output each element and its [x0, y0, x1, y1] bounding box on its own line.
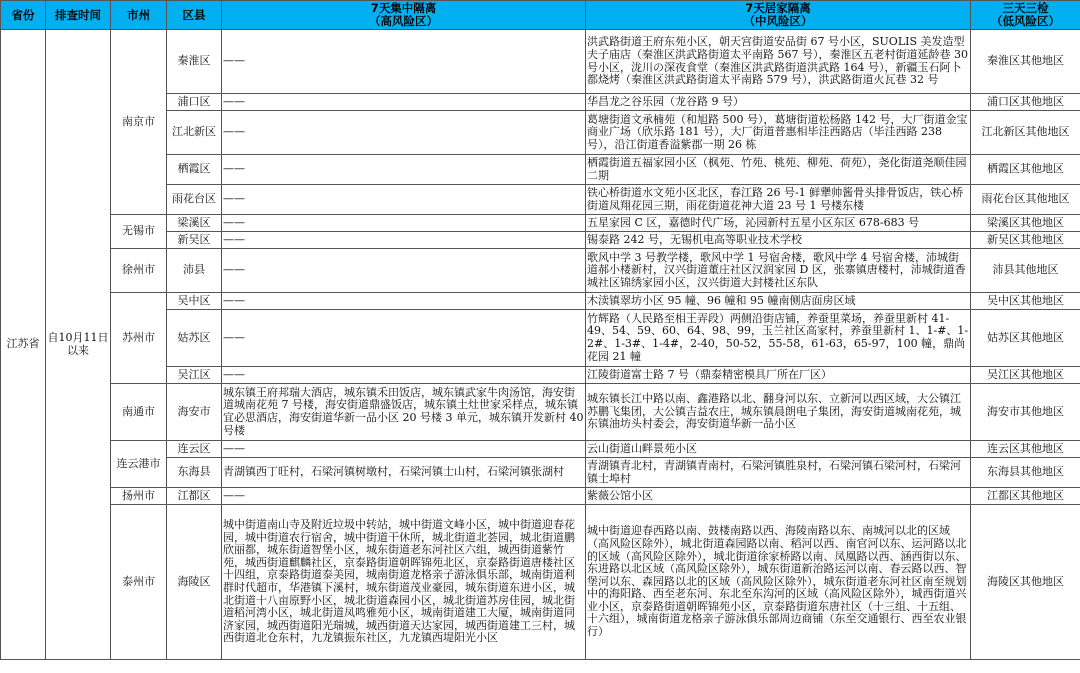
mid-risk-cell: 华昌龙之谷乐园（龙谷路 9 号） — [586, 94, 971, 111]
high-risk-cell: —— — [222, 441, 586, 458]
table-row — [1, 249, 1080, 293]
low-risk-cell: 吴中区其他地区 — [971, 293, 1080, 310]
district-cell: 海安市 — [167, 384, 222, 441]
district-cell: 栖霞区 — [167, 155, 222, 185]
mid-risk-cell: 竹辉路（人民路至相王弄段）两侧沿街店铺，养蚕里菜场，养蚕里新村 41-49、54、59、60、64、98、99，玉兰社区高家村，养蚕里新村 1、1-#、1-2#、1-3#、1-4#，2-40，50-52，55-58，61-63，65-97，100 幢，鼎尚花园 21 幢 — [586, 310, 971, 367]
low-risk-cell: 姑苏区其他地区 — [971, 310, 1080, 367]
header-low-risk — [971, 1, 1080, 30]
mid-risk-cell: 葛塘街道文承楠苑（和旭路 500 号），葛塘街道松杨路 142 号，大厂街道金宝商业广场（欣乐路 181 号），大厂街道普惠相毕洼西路店（毕洼西路 238 号），沿江街道香溢紫郡一期 26 栋 — [586, 111, 971, 155]
header-city: 市州 — [111, 1, 167, 30]
low-risk-cell: 江北新区其他地区 — [971, 111, 1080, 155]
mid-risk-cell: 五星家园 C 区，嘉德时代广场，沁园新村五星小区东区 678-683 号 — [586, 215, 971, 232]
mid-risk-cell: 城东镇长江中路以南、鑫港路以北、翻身河以东、立新河以西区域，大公镇江苏鹏飞集团，大公镇吉益农庄，城东镇晨朗电子集团，海安街道城南花苑，城东镇油坊头村委会，海安街道华新一品小区 — [586, 384, 971, 441]
mid-risk-cell: 栖霞街道五福家园小区（枫苑、竹苑、桃苑、柳苑、荷苑），尧化街道尧顺佳园二期 — [586, 155, 971, 185]
high-risk-cell: 城中街道南山寺及附近垃圾中转站，城中街道文峰小区，城中街道迎春花园，城中街道农行宿舍，城中街道干休所，城北街道北荟园，城北街道鹏欣丽都，城东街道智堡小区，城东街道老东河社区六组，城西街道紫竹苑，城西街道麒麟社区，京泰路街道朝晖锦苑北区，京泰路街道唐楼社区十四组，京泰路街道泰美园，城南街道龙格亲子游泳俱乐部，城南街道利群时代超市，华港镇下溪村，城东街道茂业豪园，城东街道东进小区，城北街道十八亩原野小区，城北街道森园小区，城北街道苏房佳园，城北街道稻河湾小区，城北街道凤鸣雅苑小区，城南街道建工大厦，城南街道同济家园，城西街道阳光瑞城，城西街道天达家园，城西街道建工三村，城西街道北仓东村，九龙镇振东社区，九龙镇西堤阳光小区 — [222, 505, 586, 660]
high-risk-cell: —— — [222, 94, 586, 111]
high-risk-cell: —— — [222, 249, 586, 293]
mid-risk-cell: 青湖镇青北村，青湖镇青南村，石梁河镇胜泉村，石梁河镇石梁河村，石梁河镇士埠村 — [586, 458, 971, 488]
district-cell: 连云区 — [167, 441, 222, 458]
high-risk-cell: —— — [222, 310, 586, 367]
high-risk-cell: —— — [222, 367, 586, 384]
mid-risk-cell: 木渎镇翠坊小区 95 幢、96 幢和 95 幢南侧店面房区域 — [586, 293, 971, 310]
low-risk-cell: 雨花台区其他地区 — [971, 185, 1080, 215]
district-cell: 吴江区 — [167, 367, 222, 384]
table-row — [1, 441, 1080, 458]
low-risk-cell: 秦淮区其他地区 — [971, 30, 1080, 94]
table-row — [1, 505, 1080, 660]
header-high-title: 7天集中隔离 — [370, 1, 437, 15]
header-time: 排查时间 — [46, 1, 111, 30]
city-cell-suzhou: 苏州市 — [111, 293, 167, 384]
city-cell-nanjing: 南京市 — [111, 30, 167, 215]
low-risk-cell: 梁溪区其他地区 — [971, 215, 1080, 232]
low-risk-cell: 沛县其他地区 — [971, 249, 1080, 293]
city-cell-wuxi: 无锡市 — [111, 215, 167, 249]
header-row — [1, 1, 1080, 30]
high-risk-cell: —— — [222, 111, 586, 155]
high-risk-cell: —— — [222, 30, 586, 94]
city-cell-taizhou: 泰州市 — [111, 505, 167, 660]
header-mid-sub: （中风险区） — [743, 14, 813, 28]
city-cell-yangzhou: 扬州市 — [111, 488, 167, 505]
low-risk-cell: 连云区其他地区 — [971, 441, 1080, 458]
header-high-risk — [222, 1, 586, 30]
district-cell: 新吴区 — [167, 232, 222, 249]
district-cell: 秦淮区 — [167, 30, 222, 94]
mid-risk-cell: 铁心桥街道水文苑小区北区，春江路 26 号-1 鲜犟帅酱骨头排骨饭店，铁心桥街道凤翔花园三期，雨花街道花神大道 23 号 1 号楼东楼 — [586, 185, 971, 215]
high-risk-cell: —— — [222, 155, 586, 185]
district-cell: 雨花台区 — [167, 185, 222, 215]
header-mid-title: 7天居家隔离 — [745, 1, 811, 15]
header-district: 区县 — [167, 1, 222, 30]
low-risk-cell: 海安市其他地区 — [971, 384, 1080, 441]
district-cell: 海陵区 — [167, 505, 222, 660]
low-risk-cell: 海陵区其他地区 — [971, 505, 1080, 660]
low-risk-cell: 东海县其他地区 — [971, 458, 1080, 488]
high-risk-cell: 青湖镇西丁旺村，石梁河镇树墩村，石梁河镇士山村，石梁河镇张湖村 — [222, 458, 586, 488]
district-cell: 梁溪区 — [167, 215, 222, 232]
mid-risk-cell: 城中街道迎春西路以南、鼓楼南路以西、海陵南路以东、南城河以北的区域（高风险区除外），城北街道森园路以南、稻河以西、南官河以东、运河路以北的区域（高风险区除外），城北街道徐家桥路以南、凤凰路以西、涵西街以东、东进路以北区域（高风险区除外），城东街道新治路运河以南、春云路以西、智堡河以东、森园路以北的区域（高风险区除外），城东街道老东河社区南至规划中的海阳路、西至老东河、东北至东沟河的区域（高风险区除外），城西街道兴业小区，京泰路街道朝晖锦苑小区，京泰路街道东唐社区（十三组、十五组、十六组），城南街道龙格亲子游泳俱乐部周边商铺（东至交通银行、西至农业银行） — [586, 505, 971, 660]
mid-risk-cell: 洪武路街道王府东苑小区，朝天宫街道安品街 67 号小区，SUOLIS 美发造型夫子庙店（秦淮区洪武路街道太平南路 567 号），秦淮区五老村街道延龄巷 30 号小区，泷川の深夜食堂（秦淮区洪武路街道洪武路 164 号），新疆玉石阿卜都烧烤（秦淮区洪武路街道太平南路 579 号），洪武路街道火瓦巷 32 号 — [586, 30, 971, 94]
city-cell-lianyungang: 连云港市 — [111, 441, 167, 488]
header-low-title: 三天三检 — [1002, 1, 1049, 15]
district-cell: 浦口区 — [167, 94, 222, 111]
district-cell: 江都区 — [167, 488, 222, 505]
mid-risk-cell: 江陵街道富士路 7 号（鼎泰精密模具厂所在厂区） — [586, 367, 971, 384]
district-cell: 江北新区 — [167, 111, 222, 155]
table-row — [1, 384, 1080, 441]
mid-risk-cell: 云山街道山畔景苑小区 — [586, 441, 971, 458]
mid-risk-cell: 歌风中学 3 号教学楼，歌风中学 1 号宿舍楼，歌风中学 4 号宿舍楼，沛城街道郝小楼新村，汉兴街道董庄社区汉润家园 D 区，张寨镇唐楼村，沛城街道香城社区锦绣家园小区，汉兴街道大封楼社区东队 — [586, 249, 971, 293]
high-risk-cell: —— — [222, 215, 586, 232]
table-row — [1, 488, 1080, 505]
table-row — [1, 215, 1080, 232]
header-low-sub: （低风险区） — [991, 14, 1060, 28]
district-cell: 姑苏区 — [167, 310, 222, 367]
high-risk-cell: 城东镇王府邦瑞大酒店，城东镇禾田饭店，城东镇武家牛肉汤馆，海安街道城南花苑 7 号楼，海安街道鼎盛饭店，城东镇土灶世家采样点，城东镇宜必思酒店，海安街道华新一品小区 20 号楼 3 单元，城东镇开发新村 40 号楼 — [222, 384, 586, 441]
table-row — [1, 293, 1080, 310]
mid-risk-cell: 锡泰路 242 号，无锡机电高等职业技术学校 — [586, 232, 971, 249]
city-cell-xuzhou: 徐州市 — [111, 249, 167, 293]
high-risk-cell: —— — [222, 185, 586, 215]
mid-risk-cell: 紫薇公馆小区 — [586, 488, 971, 505]
district-cell: 沛县 — [167, 249, 222, 293]
high-risk-cell: —— — [222, 488, 586, 505]
high-risk-cell: —— — [222, 232, 586, 249]
low-risk-cell: 新吴区其他地区 — [971, 232, 1080, 249]
high-risk-cell: —— — [222, 293, 586, 310]
district-cell: 东海县 — [167, 458, 222, 488]
header-high-sub: （高风险区） — [369, 14, 438, 28]
low-risk-cell: 江都区其他地区 — [971, 488, 1080, 505]
low-risk-cell: 浦口区其他地区 — [971, 94, 1080, 111]
header-mid-risk — [586, 1, 971, 30]
table-row — [1, 30, 1080, 94]
time-cell: 自10月11日以来 — [46, 30, 111, 660]
district-cell: 吴中区 — [167, 293, 222, 310]
low-risk-cell: 吴江区其他地区 — [971, 367, 1080, 384]
low-risk-cell: 栖霞区其他地区 — [971, 155, 1080, 185]
province-cell: 江苏省 — [1, 30, 46, 660]
header-province: 省份 — [1, 1, 46, 30]
city-cell-nantong: 南通市 — [111, 384, 167, 441]
